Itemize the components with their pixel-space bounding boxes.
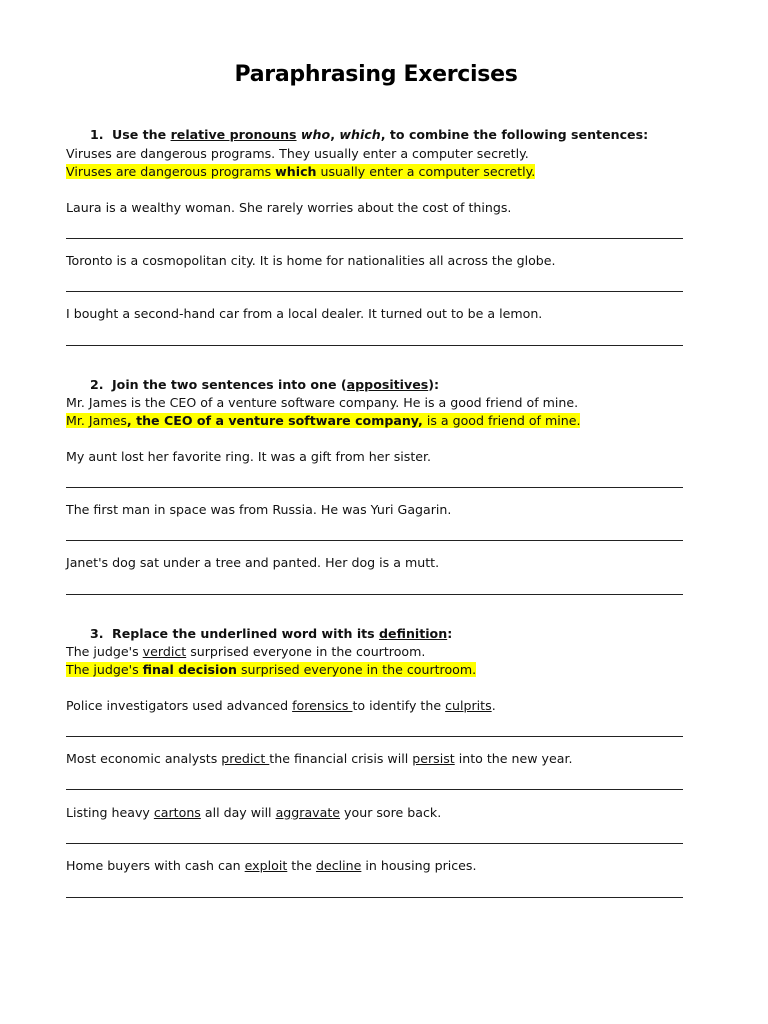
question-2-3: Janet's dog sat under a tree and panted. Her dog is a mutt. <box>66 555 440 570</box>
question-1-2: Toronto is a cosmopolitan city. It is home for nationalities all across the globe. <box>66 253 556 268</box>
question-2-2: The first man in space was from Russia. He was Yuri Gagarin. <box>66 502 452 517</box>
question-3-3 <box>66 804 441 822</box>
underlined-word: decline <box>315 858 362 873</box>
question-2-1: My aunt lost her favorite ring. It was a gift from her sister. <box>66 449 432 464</box>
underlined-word: forensics <box>292 698 353 713</box>
heading-text: Use the <box>112 127 171 142</box>
underlined-word: verdict <box>142 644 187 659</box>
answer-part: is a good friend of mine. <box>422 413 581 428</box>
section-2-heading <box>90 376 439 394</box>
sentence-part: Most economic analysts <box>66 751 222 766</box>
answer-part: Mr. James <box>66 413 127 428</box>
answer-blank[interactable] <box>66 736 683 737</box>
section-3-heading <box>90 625 452 643</box>
answer-part: The judge's <box>66 662 143 677</box>
example-answer <box>66 661 476 679</box>
sentence-part: surprised everyone in the courtroom. <box>186 644 426 659</box>
question-1-3: I bought a second-hand car from a local dealer. It turned out to be a lemon. <box>66 306 543 321</box>
example-question <box>66 643 425 661</box>
answer-blank[interactable] <box>66 843 683 844</box>
heading-keyword-which: which <box>339 127 381 142</box>
answer-part: Viruses are dangerous programs <box>66 164 276 179</box>
answer-blank[interactable] <box>66 291 683 292</box>
answer-highlight: final decision <box>142 662 237 677</box>
heading-keyword: definition <box>379 626 448 641</box>
answer-highlight: , the CEO of a venture software company, <box>126 413 423 428</box>
sentence-part: Police investigators used advanced <box>66 698 293 713</box>
heading-text-end: , to combine the following sentences: <box>380 127 649 142</box>
sentence-part: to identify the <box>352 698 446 713</box>
section-number: 1. <box>90 127 104 142</box>
answer-part: usually enter a computer secretly. <box>316 164 536 179</box>
answer-highlight: which <box>275 164 317 179</box>
section-number: 3. <box>90 626 104 641</box>
sentence-part: all day will <box>200 805 276 820</box>
sentence-part: Listing heavy <box>66 805 154 820</box>
answer-blank[interactable] <box>66 789 683 790</box>
example-question: Viruses are dangerous programs. They usually enter a computer secretly. <box>66 146 529 161</box>
sentence-part: into the new year. <box>454 751 573 766</box>
heading-keyword-who: who <box>300 127 331 142</box>
example-question: Mr. James is the CEO of a venture software company. He is a good friend of mine. <box>66 395 579 410</box>
underlined-word: persist <box>412 751 455 766</box>
answer-blank[interactable] <box>66 487 683 488</box>
sentence-part: the <box>287 858 316 873</box>
answer-blank[interactable] <box>66 238 683 239</box>
answer-blank[interactable] <box>66 594 683 595</box>
question-1-1: Laura is a wealthy woman. She rarely worries about the cost of things. <box>66 200 512 215</box>
heading-text: Join the two sentences into one ( <box>112 377 347 392</box>
answer-blank[interactable] <box>66 897 683 898</box>
example-answer <box>66 412 580 430</box>
heading-text-end: : <box>447 626 453 641</box>
sentence-part: The judge's <box>66 644 143 659</box>
sentence-part: your sore back. <box>340 805 442 820</box>
answer-blank[interactable] <box>66 540 683 541</box>
answer-blank[interactable] <box>66 345 683 346</box>
section-1-heading <box>90 126 648 144</box>
example-answer <box>66 163 535 181</box>
underlined-word: predict <box>221 751 270 766</box>
section-number: 2. <box>90 377 104 392</box>
answer-part: surprised everyone in the courtroom. <box>236 662 477 677</box>
heading-text: Replace the underlined word with its <box>112 626 380 641</box>
heading-text-end: ): <box>428 377 440 392</box>
heading-comma: , <box>330 127 340 142</box>
underlined-word: aggravate <box>275 805 341 820</box>
heading-keyword: appositives <box>346 377 429 392</box>
question-3-4 <box>66 857 476 875</box>
question-3-2 <box>66 750 573 768</box>
question-3-1 <box>66 697 496 715</box>
underlined-word: exploit <box>244 858 288 873</box>
sentence-part: Home buyers with cash can <box>66 858 245 873</box>
underlined-word: cartons <box>153 805 201 820</box>
sentence-part: the financial crisis will <box>269 751 413 766</box>
underlined-word: culprits <box>445 698 492 713</box>
heading-keyword: relative pronouns <box>170 127 297 142</box>
page-title: Paraphrasing Exercises <box>234 62 518 87</box>
sentence-part: . <box>491 698 496 713</box>
sentence-part: in housing prices. <box>361 858 477 873</box>
